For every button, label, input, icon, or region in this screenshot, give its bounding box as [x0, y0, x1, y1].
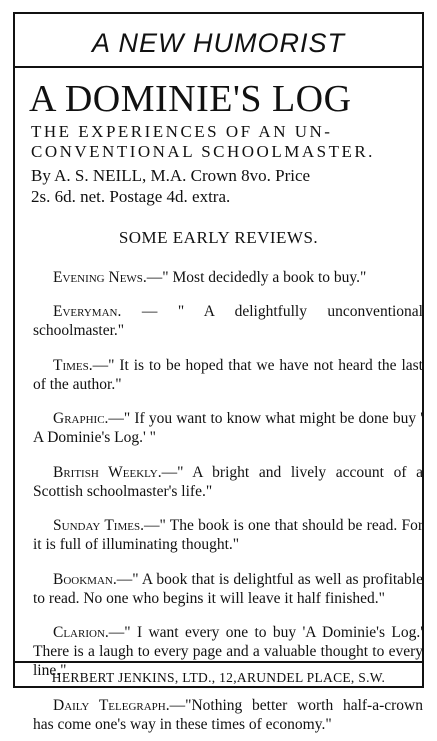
- review-item: [33, 268, 423, 287]
- review-quote: —" A book that is delightful as well as profitable to read. No one who begins it will leave it half finished.": [33, 570, 423, 607]
- subtitle-line-2: CONVENTIONAL SCHOOLMASTER.: [31, 142, 375, 161]
- review-item: [33, 696, 423, 734]
- top-divider: [15, 66, 422, 68]
- review-quote: —" If you want to know what might be done buy ' A Dominie's Log.' ": [33, 410, 423, 446]
- book-title: A DOMINIE'S LOG: [29, 78, 352, 120]
- review-source: Daily Telegraph.: [53, 696, 170, 714]
- review-item: [33, 570, 423, 608]
- top-title: A NEW HUMORIST: [92, 28, 345, 58]
- review-quote: —" I want every one to buy 'A Dominie's Log.' There is a laugh to every page and a valuable thought to every line.": [33, 624, 423, 679]
- review-quote: —" Most decidedly a book to buy.": [146, 268, 367, 286]
- review-item: [33, 356, 423, 394]
- review-source: Bookman.: [53, 570, 117, 588]
- subtitle-line-1: THE EXPERIENCES OF AN UN-: [31, 122, 333, 141]
- advertisement-frame: [13, 12, 424, 733]
- review-item: [33, 409, 423, 447]
- review-quote: —" The book is one that should be read. For it is full of illuminating thought.": [33, 517, 423, 553]
- review-source: Evening News.: [53, 268, 147, 286]
- review-item: [33, 463, 423, 501]
- author-price-line-1: By A. S. NEILL, M.A. Crown 8vo. Price: [31, 166, 311, 185]
- review-source: Graphic.: [53, 410, 109, 427]
- review-source: Sunday Times.: [53, 517, 144, 534]
- author-price-line-2: 2s. 6d. net. Postage 4d. extra.: [31, 187, 231, 206]
- reviews-heading: SOME EARLY REVIEWS.: [118, 228, 319, 247]
- bottom-divider: [15, 661, 422, 663]
- publisher-footer: HERBERT JENKINS, LTD., 12,ARUNDEL PLACE, S.W.: [51, 670, 386, 685]
- review-quote: —"Nothing better worth half-a-crown has come one's way in these times of economy.": [33, 696, 423, 733]
- review-quote: — " A delightfully unconventional schoolmaster.": [33, 303, 423, 339]
- review-item: [33, 302, 423, 340]
- review-source: Everyman.: [53, 303, 122, 320]
- review-quote: —" A bright and lively account of a Scottish schoolmaster's life.": [33, 463, 424, 500]
- review-item: [33, 516, 423, 554]
- review-source: British Weekly.: [53, 463, 162, 481]
- reviews-list: [33, 252, 423, 741]
- review-quote: —" It is to be hoped that we have not heard the last of the author.": [33, 356, 423, 393]
- review-source: Clarion.: [53, 624, 109, 641]
- review-source: Times.: [53, 356, 93, 374]
